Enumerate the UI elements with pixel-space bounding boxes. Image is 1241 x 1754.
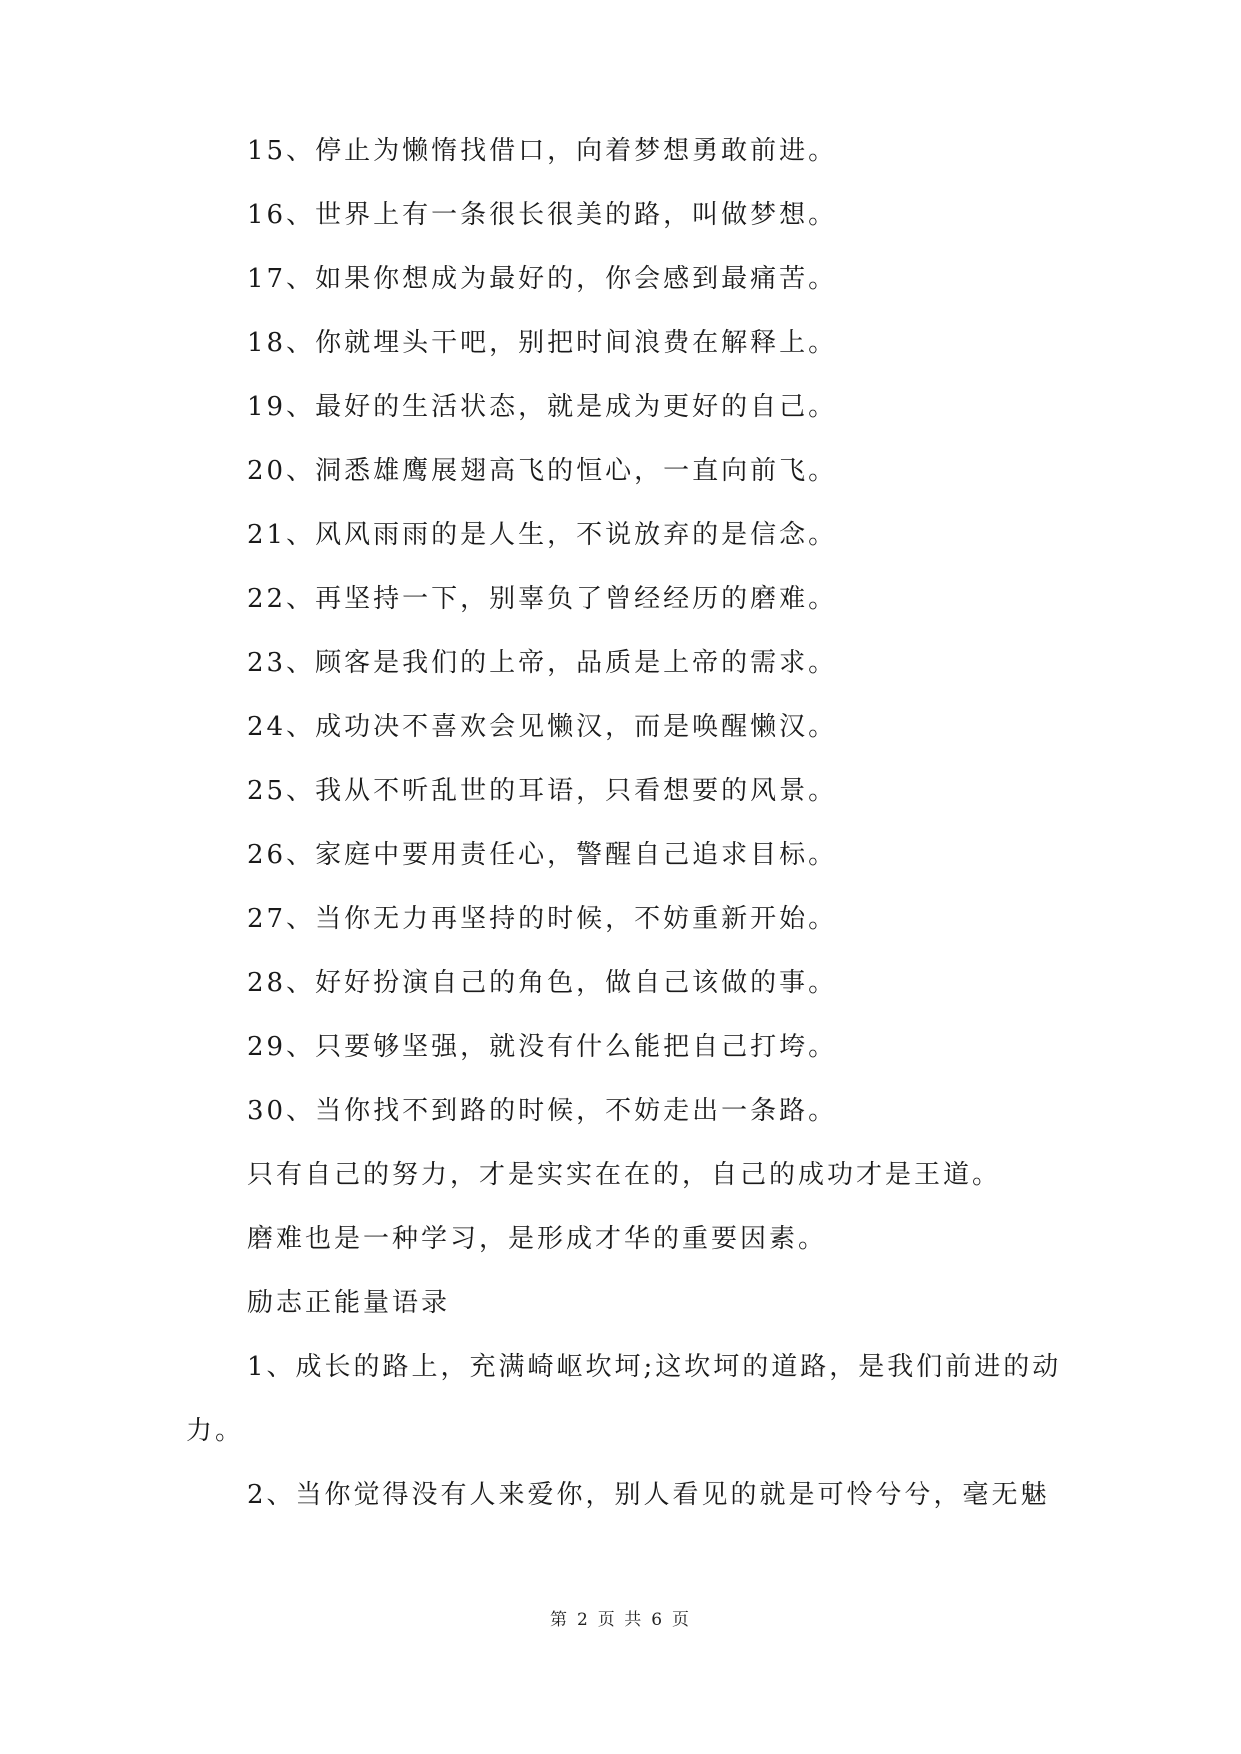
quote-line: 25、我从不听乱世的耳语，只看想要的风景。 xyxy=(247,776,838,806)
quote-line: 16、世界上有一条很长很美的路，叫做梦想。 xyxy=(247,200,838,230)
quote-line: 23、顾客是我们的上帝，品质是上帝的需求。 xyxy=(247,648,838,678)
quote-line: 24、成功决不喜欢会见懒汉，而是唤醒懒汉。 xyxy=(247,712,838,742)
quote-line: 22、再坚持一下，别辜负了曾经经历的磨难。 xyxy=(247,584,838,614)
quote-line: 20、洞悉雄鹰展翅高飞的恒心，一直向前飞。 xyxy=(247,456,838,486)
footer-mid: 页 共 xyxy=(597,1610,644,1630)
paragraph-line: 只有自己的努力，才是实实在在的，自己的成功才是王道。 xyxy=(247,1160,1002,1190)
quote-line: 18、你就埋头干吧，别把时间浪费在解释上。 xyxy=(247,328,838,358)
quote-line: 2、当你觉得没有人来爱你，别人看见的就是可怜兮兮，毫无魅 xyxy=(247,1480,1050,1510)
quote-line: 28、好好扮演自己的角色，做自己该做的事。 xyxy=(247,968,838,998)
quote-line: 29、只要够坚强，就没有什么能把自己打垮。 xyxy=(247,1032,838,1062)
paragraph-line: 磨难也是一种学习，是形成才华的重要因素。 xyxy=(247,1224,828,1254)
page-footer xyxy=(0,1608,1241,1632)
quote-line: 26、家庭中要用责任心，警醒自己追求目标。 xyxy=(247,840,838,870)
footer-page-number: 2 xyxy=(576,1610,590,1630)
footer-prefix: 第 xyxy=(549,1610,569,1630)
quote-line-continuation: 力。 xyxy=(186,1416,245,1446)
section-heading: 励志正能量语录 xyxy=(247,1288,451,1318)
quote-line: 1、成长的路上，充满崎岖坎坷;这坎坷的道路，是我们前进的动 xyxy=(247,1352,1062,1382)
quote-line: 27、当你无力再坚持的时候，不妨重新开始。 xyxy=(247,904,838,934)
footer-suffix: 页 xyxy=(672,1610,692,1630)
quote-line: 17、如果你想成为最好的，你会感到最痛苦。 xyxy=(247,264,838,294)
quote-line: 30、当你找不到路的时候，不妨走出一条路。 xyxy=(247,1096,838,1126)
footer-total-pages: 6 xyxy=(651,1610,665,1630)
quote-line: 19、最好的生活状态，就是成为更好的自己。 xyxy=(247,392,838,422)
quote-line: 21、风风雨雨的是人生，不说放弃的是信念。 xyxy=(247,520,838,550)
quote-line: 15、停止为懒惰找借口，向着梦想勇敢前进。 xyxy=(247,136,838,166)
